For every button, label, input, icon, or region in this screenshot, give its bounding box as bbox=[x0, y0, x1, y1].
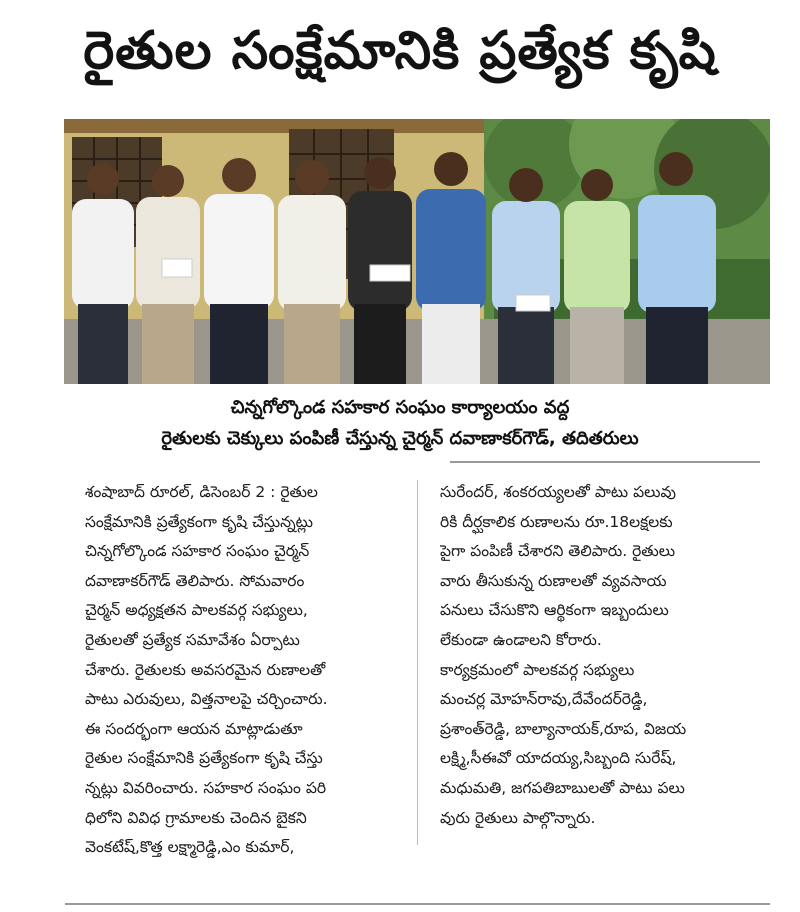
article-line: ఈ సందర్భంగా ఆయన మాట్లాడుతూ bbox=[85, 719, 303, 738]
article-line: రికి దీర్ఘకాలిక రుణాలను రూ.18లక్షలకు bbox=[440, 512, 673, 531]
article-line: ప్రశాంత్‌రెడ్డి, బాల్యానాయక్,రూప, విజయ bbox=[440, 719, 687, 738]
article-line: చైర్మన్ అధ్యక్షతన పాలకవర్గ సభ్యులు, bbox=[85, 601, 308, 620]
article-line: పనులు చేసుకొని ఆర్థికంగా ఇబ్బందులు bbox=[440, 601, 669, 620]
photo-caption-line: రైతులకు చెక్కులు పంపిణీ చేస్తున్న చైర్మన్ దవాణాకర్‌గౌడ్, తదితరులు bbox=[161, 428, 639, 449]
article-line: చిన్నగోల్కొండ సహకార సంఘం చైర్మన్ bbox=[85, 542, 310, 561]
article-line: మధుమతి, జగపతిబాబులతో పాటు పలు bbox=[440, 778, 685, 797]
article-line: శంషాబాద్ రూరల్, డిసెంబర్ 2 : రైతుల bbox=[85, 483, 318, 501]
caption-divider bbox=[450, 461, 760, 463]
photo-image bbox=[64, 119, 770, 384]
photo-caption-line: చిన్నగోల్కొండ సహకార సంఘం కార్యాలయం వద్ద bbox=[230, 397, 570, 418]
article-line: లేకుండా ఉండాలని కోరారు. bbox=[440, 630, 602, 649]
article-line: కార్యక్రమంలో పాలకవర్గ సభ్యులు bbox=[440, 660, 635, 679]
column-separator bbox=[417, 480, 418, 845]
article-line: న్నట్లు వివరించారు. సహకార సంఘం పరి bbox=[85, 778, 327, 797]
news-photo bbox=[64, 119, 770, 384]
article-line: వురు రైతులు పాల్గొన్నారు. bbox=[440, 808, 596, 827]
article-line: ధిలోని వివిధ గ్రామాలకు చెందిన బైకని bbox=[85, 808, 307, 827]
article-line: మంచర్ల మోహన్‌రావు,దేవేందర్‌రెడ్డి, bbox=[440, 690, 648, 709]
headline: రైతుల సంక్షేమానికి ప్రత్యేక కృషి bbox=[83, 21, 717, 81]
article-column-right bbox=[440, 478, 770, 833]
article-line: పైగా పంపిణీ చేశారని తెలిపారు. రైతులు bbox=[440, 542, 676, 561]
article-line: రైతులతో ప్రత్యేక సమావేశం ఏర్పాటు bbox=[85, 630, 300, 649]
article-column-left bbox=[85, 478, 400, 863]
article-line: పాటు ఎరువులు, విత్తనాలపై చర్చించారు. bbox=[85, 690, 328, 709]
article-line: సంక్షేమానికి ప్రత్యేకంగా కృషి చేస్తున్నట్లు bbox=[85, 512, 313, 531]
article-line: వారు తీసుకున్న రుణాలతో వ్యవసాయ bbox=[440, 571, 667, 590]
article-line: లక్ష్మి,సీఈవో యాదయ్య,సిబ్బంది సురేష్, bbox=[440, 749, 677, 768]
bottom-rule bbox=[65, 903, 770, 905]
article-line: సురేందర్, శంకరయ్యలతో పాటు పలువు bbox=[440, 483, 676, 501]
article-line: వెంకటేష్,కొత్త లక్ష్మారెడ్డి,ఎం కుమార్, bbox=[85, 838, 295, 857]
article-line: రైతుల సంక్షేమానికి ప్రత్యేకంగా కృషి చేస్తు bbox=[85, 749, 323, 768]
article-line: చేశారు. రైతులకు అవసరమైన రుణాలతో bbox=[85, 660, 326, 679]
article-line: దవాణాకర్‌గౌడ్ తెలిపారు. సోమవారం bbox=[85, 571, 305, 590]
